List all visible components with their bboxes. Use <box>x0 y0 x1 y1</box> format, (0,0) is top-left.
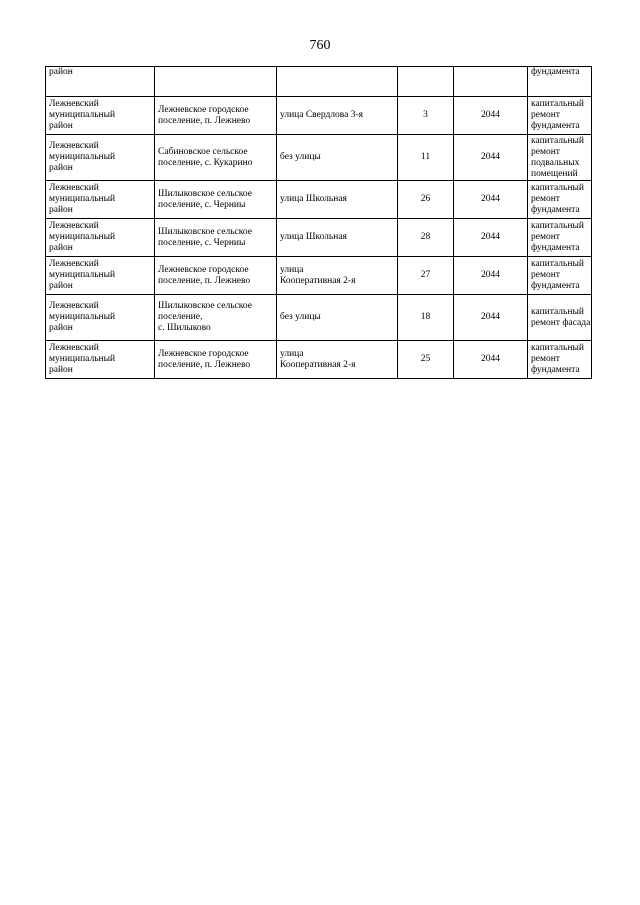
cell-street-line: Кооперативная 2-я <box>280 275 356 286</box>
cell-settlement <box>155 181 277 219</box>
cell-year: 2044 <box>454 97 528 135</box>
cell-house-number: 25 <box>398 341 454 379</box>
table-row-continuation <box>46 67 592 97</box>
cell-settlement-line: поселение, <box>158 312 203 322</box>
cell-work-type-line: ремонт <box>531 232 560 242</box>
cell-street-line: улица Школьная <box>280 194 347 204</box>
cell-region <box>46 97 155 135</box>
cell-settlement-line: с. Шилыково <box>158 323 211 333</box>
cell-settlement-line: Лежневское городское <box>158 104 249 115</box>
cell-work-type <box>528 135 592 181</box>
cell-region-line: муниципальный <box>49 312 116 322</box>
cell-street-line: улица Школьная <box>280 232 347 242</box>
cell-street <box>277 295 398 341</box>
cell-work-type <box>528 97 592 135</box>
cell-work-type <box>528 341 592 379</box>
cell-settlement <box>155 219 277 257</box>
cell-region-line: Лежневский <box>49 141 99 151</box>
cell-region-line: район <box>49 163 73 173</box>
cell-work-type-line: помещений <box>531 168 578 179</box>
cell-street-line: улица <box>280 348 304 359</box>
cell-region-line: муниципальный <box>49 110 116 120</box>
cell-region-line: Лежневский <box>49 301 99 311</box>
cell-settlement-line: поселение, с. Кукарино <box>158 157 253 168</box>
cell-street <box>277 219 398 257</box>
cell-house-number: 11 <box>398 135 454 181</box>
cell-region-line: муниципальный <box>49 152 116 162</box>
cell-settlement-line: поселение, с. Черниы <box>158 237 246 248</box>
cell-house-number: 26 <box>398 181 454 219</box>
cell-work-type <box>528 295 592 341</box>
cell-region-line: район <box>49 365 73 375</box>
cell-street-line: улица Свердлова 3-я <box>280 110 363 120</box>
cell-region-line: район <box>49 121 73 131</box>
cell-settlement <box>155 97 277 135</box>
cell-work-type <box>528 257 592 295</box>
cell-work-type-line: капитальный <box>531 306 584 317</box>
cell-region <box>46 295 155 341</box>
cell-settlement <box>155 341 277 379</box>
cell-settlement-line: поселение, п. Лежнево <box>158 275 251 286</box>
cell-house-number: 28 <box>398 219 454 257</box>
cell-region-line: муниципальный <box>49 270 116 280</box>
cell-year: 2044 <box>454 135 528 181</box>
cell-street-line: улица <box>280 264 304 275</box>
cell-house-number: 27 <box>398 257 454 295</box>
cell-work-type-line: фундамента <box>531 205 580 215</box>
cell-region-line: район <box>49 243 73 253</box>
cell-year: 2044 <box>454 257 528 295</box>
cell-street-line: без улицы <box>280 152 321 162</box>
cell-settlement <box>155 67 277 97</box>
cell-region-line: муниципальный <box>49 354 116 364</box>
cell-street <box>277 135 398 181</box>
cell-settlement <box>155 135 277 181</box>
cell-region <box>46 257 155 295</box>
cell-region-line: район <box>49 205 73 215</box>
cell-settlement-line: Лежневское городское <box>158 264 249 275</box>
cell-house-number: 3 <box>398 97 454 135</box>
cell-region-line: район <box>49 281 73 291</box>
cell-street-line: без улицы <box>280 312 321 322</box>
cell-work-type-line: капитальный <box>531 343 584 353</box>
cell-settlement-line: Лежневское городское <box>158 348 249 359</box>
cell-street <box>277 341 398 379</box>
cell-work-type-line: капитальный <box>531 259 584 269</box>
table-row <box>46 341 592 379</box>
cell-work-type-line: ремонт <box>531 194 560 204</box>
cell-work-type-line: фундамента <box>531 243 580 253</box>
table-row <box>46 257 592 295</box>
cell-work-type-line: ремонт фасада <box>531 317 591 328</box>
cell-street <box>277 67 398 97</box>
cell-region <box>46 181 155 219</box>
cell-settlement-line: поселение, п. Лежнево <box>158 115 251 126</box>
cell-work-type <box>528 181 592 219</box>
cell-work-type-line: фундамента <box>531 121 580 131</box>
cell-settlement-line: поселение, с. Черниы <box>158 199 246 210</box>
cell-region: район <box>46 67 155 97</box>
repair-schedule-table <box>45 66 592 379</box>
cell-work-type-line: фундамента <box>531 365 580 375</box>
cell-work-type-line: капитальный <box>531 135 584 146</box>
table-row <box>46 135 592 181</box>
cell-settlement <box>155 257 277 295</box>
cell-year: 2044 <box>454 219 528 257</box>
cell-house-number: 18 <box>398 295 454 341</box>
cell-settlement <box>155 295 277 341</box>
cell-street <box>277 257 398 295</box>
table-row <box>46 97 592 135</box>
cell-work-type-line: ремонт <box>531 270 560 280</box>
cell-work-type-line: ремонт <box>531 354 560 364</box>
cell-work-type-line: капитальный <box>531 99 584 109</box>
cell-year: 2044 <box>454 295 528 341</box>
cell-region-line: муниципальный <box>49 232 116 242</box>
cell-settlement-line: Шилыковское сельское <box>158 226 252 237</box>
cell-work-type-line: капитальный <box>531 183 584 193</box>
cell-settlement-line: Сабиновское сельское <box>158 146 248 157</box>
table-row <box>46 181 592 219</box>
cell-region-line: Лежневский <box>49 183 99 193</box>
cell-work-type <box>528 219 592 257</box>
cell-work-type: фундамента <box>528 67 592 97</box>
cell-street-line: Кооперативная 2-я <box>280 359 356 370</box>
cell-year: 2044 <box>454 341 528 379</box>
cell-work-type-line: ремонт <box>531 146 560 157</box>
cell-street <box>277 97 398 135</box>
cell-street <box>277 181 398 219</box>
cell-region-line: Лежневский <box>49 259 99 269</box>
table-row <box>46 295 592 341</box>
cell-region-line: Лежневский <box>49 221 99 231</box>
cell-region <box>46 341 155 379</box>
cell-settlement-line: Шилыковское сельское <box>158 188 252 199</box>
cell-work-type-line: подвальных <box>531 157 580 168</box>
cell-settlement-line: поселение, п. Лежнево <box>158 359 251 370</box>
cell-settlement-line: Шилыковское сельское <box>158 301 252 311</box>
cell-region <box>46 135 155 181</box>
table-row <box>46 219 592 257</box>
cell-work-type-line: капитальный <box>531 221 584 231</box>
cell-work-type-line: фундамента <box>531 281 580 291</box>
cell-work-type-line: ремонт <box>531 110 560 120</box>
cell-house-number <box>398 67 454 97</box>
page-number: 760 <box>309 38 331 53</box>
cell-region-line: район <box>49 323 73 333</box>
cell-region <box>46 219 155 257</box>
cell-year <box>454 67 528 97</box>
cell-region-line: Лежневский <box>49 343 99 353</box>
cell-region-line: муниципальный <box>49 194 116 204</box>
cell-year: 2044 <box>454 181 528 219</box>
cell-region-line: Лежневский <box>49 99 99 109</box>
